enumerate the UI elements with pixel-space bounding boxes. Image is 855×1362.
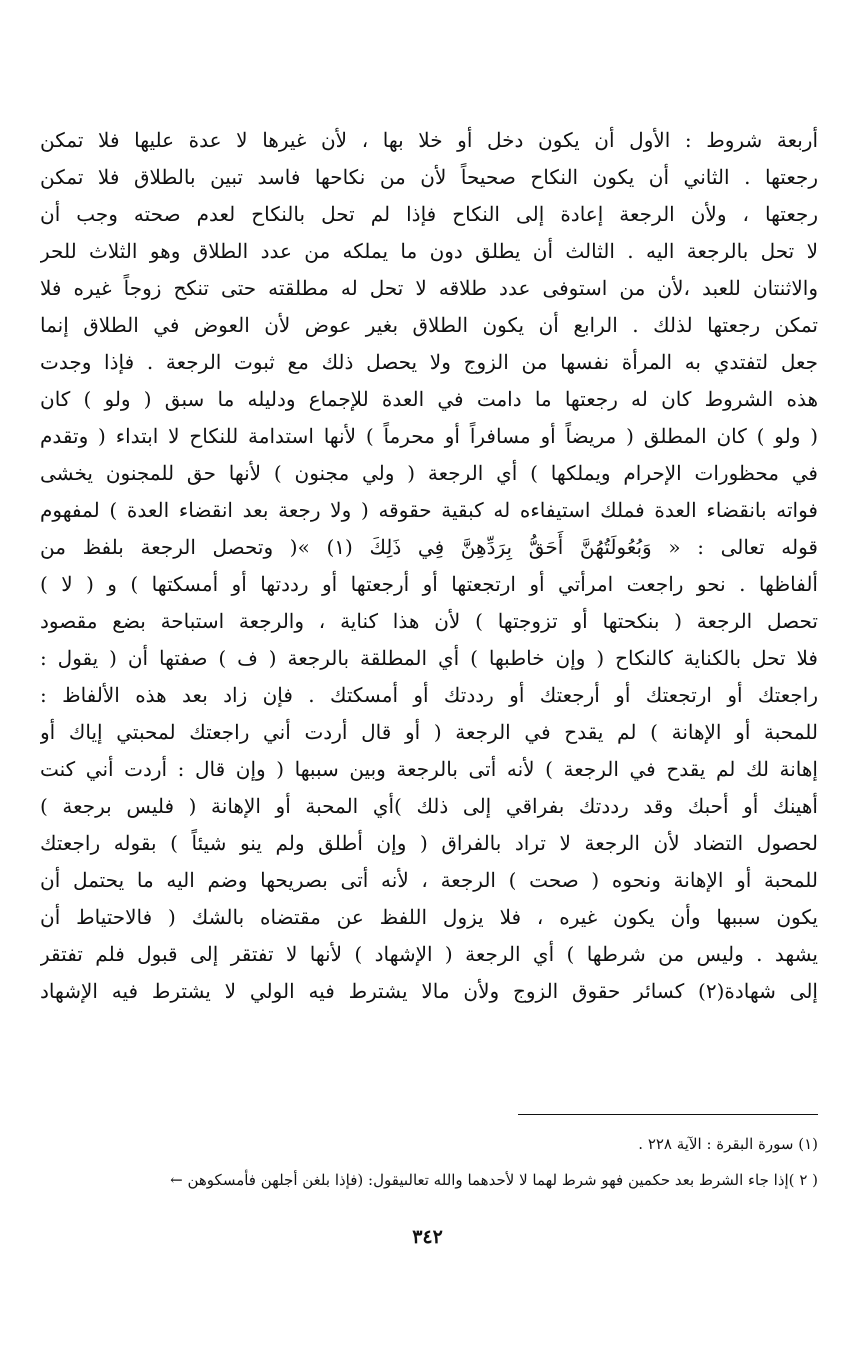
text-line: إلى شهادة(٢) كسائر حقوق الزوج ولأن مالا يشترط فيه الولي لا يشترط فيه الإشهاد: [40, 979, 818, 1003]
text-line: رجعتها . الثاني أن يكون النكاح صحيحاً لأن من نكاحها فاسد تبين بالطلاق فلا تمكن: [40, 165, 818, 189]
text-line: جعل لتفتدي به المرأة نفسها من الزوج ولا يحصل ذلك مع ثبوت الرجعة . فإذا وجدت: [40, 350, 818, 374]
text-line: في محظورات الإحرام ويملكها ) أي الرجعة ( ولي مجنون ) لأنها حق للمجنون يخشى: [40, 461, 818, 485]
text-line: ( ولو ) كان المطلق ( مريضاً أو مسافراً أو محرماً ) لأنها استدامة للنكاح لا ابتداء ( وتقدم: [40, 424, 818, 448]
text-line: لا تحل بالرجعة اليه . الثالث أن يطلق دون ما يملكه من عدد الطلاق وهو الثلاث للحر: [40, 239, 818, 263]
text-line: والاثنتان للعبد ،لأن من استوفى عدد طلاقه لا تحل له مطلقته حتى تنكح زوجاً غيره فلا: [40, 276, 818, 300]
page-number: ٣٤٢: [412, 1226, 443, 1248]
text-line: قوله تعالى : « وَبُعُولَتُهُنَّ أَحَقُّ بِرَدِّهِنَّ فِي ذَلِكَ (١) »( وتحصل الرجعة بلفظ من: [40, 535, 818, 559]
text-line: إهانة لك لم يقدح في الرجعة ) لأنه أتى بالرجعة وبين سببها ( وإن قال : أردت أني كنت: [40, 757, 818, 781]
text-line: رجعتها ، ولأن الرجعة إعادة إلى النكاح فإذا لم تحل بالنكاح لعدم صحته وجب أن: [40, 202, 818, 226]
text-line: تمكن رجعتها لذلك . الرابع أن يكون الطلاق بغير عوض لأن العوض في الطلاق إنما: [40, 313, 818, 337]
text-line: فواته بانقضاء العدة فملك استيفاءه له كبقية حقوقه ( ولا رجعة بعد انقضاء العدة ) لمفهوم: [40, 498, 818, 522]
text-line: تحصل الرجعة ( بنكحتها أو تزوجتها ) لأن هذا كناية ، والرجعة استباحة بضع مقصود: [40, 609, 818, 633]
text-line: للمحبة أو الإهانة ) لم يقدح في الرجعة ( أو قال أردت أني راجعتك لمحبتي إياك أو: [40, 720, 818, 744]
text-line: راجعتك أو ارتجعتك أو أرجعتك أو رددتك أو أمسكتك . فإن زاد بعد هذه الألفاظ :: [40, 683, 818, 707]
text-line: لحصول التضاد لأن الرجعة لا تراد بالفراق ( وإن أطلق ولم ينو شيئاً ) بقوله راجعتك: [40, 831, 818, 855]
text-line: أهينك أو أحبك وقد رددتك بفراقي إلى ذلك )أي المحبة أو الإهانة ( فليس برجعة ): [40, 794, 818, 818]
text-line: ألفاظها . نحو راجعت امرأتي أو ارتجعتها أو أرجعتها أو رددتها أو أمسكتها ) و ( لا ): [40, 572, 818, 596]
footnote-separator: [518, 1114, 818, 1115]
text-line: يكون سببها وأن يكون غيره ، فلا يزول اللفظ عن مقتضاه بالشك ( فالاحتياط أن: [40, 905, 818, 929]
footnote-1: (١) سورة البقرة : الآية ٢٢٨ .: [638, 1135, 818, 1153]
text-line: للمحبة أو الإهانة ونحوه ( صحت ) الرجعة ، لأنه أتى بصريحها وضم اليه ما يحتمل أن: [40, 868, 818, 892]
text-line: فلا تحل بالكناية كالنكاح ( وإن خاطبها ) أي المطلقة بالرجعة ( ف ) صفتها أن ( يقول :: [40, 646, 818, 670]
footnote-2: ( ٢ )إذا جاء الشرط بعد حكمين فهو شرط لهما لا لأحدهما والله تعالىيقول: (فإذا بلغن أجلهن فأمسكوهن ←: [170, 1171, 818, 1189]
text-line: هذه الشروط كان له رجعتها ما دامت في العدة للإجماع ودليله ما سبق ( ولو ) كان: [40, 387, 818, 411]
text-line: أربعة شروط : الأول أن يكون دخل أو خلا بها ، لأن غيرها لا عدة عليها فلا تمكن: [40, 128, 818, 152]
body-text: [40, 122, 818, 1010]
footnotes: [40, 1126, 818, 1198]
text-line: يشهد . وليس من شرطها ) أي الرجعة ( الإشهاد ) لأنها لا تفتقر إلى قبول فلم تفتقر: [40, 942, 818, 966]
